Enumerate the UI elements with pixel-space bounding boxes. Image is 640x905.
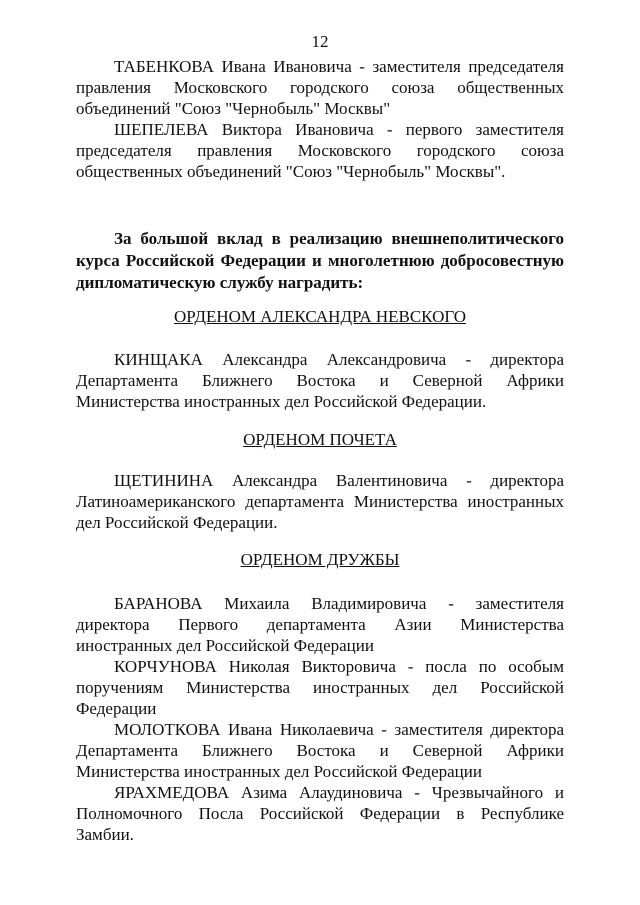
order-awardees bbox=[76, 593, 564, 845]
awardee-entry: КОРЧУНОВА Николая Викторовича - посла по особым поручениям Министерства иностранных дел Российской Федерации bbox=[76, 657, 564, 718]
order-section bbox=[76, 429, 564, 450]
decree-intro: За большой вклад в реализацию внешнеполитического курса Российской Федерации и многолетнюю добросовестную дипломатическую службу наградить: bbox=[76, 229, 564, 292]
awardee-entry: ЯРАХМЕДОВА Азима Алаудиновича - Чрезвычайного и Полномочного Посла Российской Федерации в Республике Замбии. bbox=[76, 783, 564, 844]
order-section bbox=[76, 306, 564, 327]
awardee-entry: ШЕПЕЛЕВА Виктора Ивановича - первого заместителя председателя правления Московского городского союза общественных объединений "Союз "Чернобыль" Москвы". bbox=[76, 120, 564, 181]
order-awardees bbox=[76, 349, 564, 412]
awardee-entry: ТАБЕНКОВА Ивана Ивановича - заместителя председателя правления Московского городского союза общественных объединений "Союз "Чернобыль" Москвы" bbox=[76, 57, 564, 118]
awardee-entry: ЩЕТИНИНА Александра Валентиновича - директора Латиноамериканского департамента Министерства иностранных дел Российской Федерации. bbox=[76, 471, 564, 532]
order-title: ОРДЕНОМ ДРУЖБЫ bbox=[240, 550, 400, 569]
decree-intro-block bbox=[76, 228, 564, 294]
order-section bbox=[76, 549, 564, 570]
order-awardees bbox=[76, 470, 564, 533]
awardee-entry: БАРАНОВА Михаила Владимировича - заместителя директора Первого департамента Азии Министерства иностранных дел Российской Федерации bbox=[76, 594, 564, 655]
order-title: ОРДЕНОМ ПОЧЕТА bbox=[243, 430, 397, 449]
awardee-entry: КИНЩАКА Александра Александровича - директора Департамента Ближнего Востока и Северной Африки Министерства иностранных дел Российской Федерации. bbox=[76, 350, 564, 411]
awardee-block-top bbox=[76, 56, 564, 182]
awardee-entry: МОЛОТКОВА Ивана Николаевича - заместителя директора Департамента Ближнего Востока и Северной Африки Министерства иностранных дел Российской Федерации bbox=[76, 720, 564, 781]
page-number: 12 bbox=[311, 32, 329, 51]
order-title: ОРДЕНОМ АЛЕКСАНДРА НЕВСКОГО bbox=[173, 307, 467, 326]
